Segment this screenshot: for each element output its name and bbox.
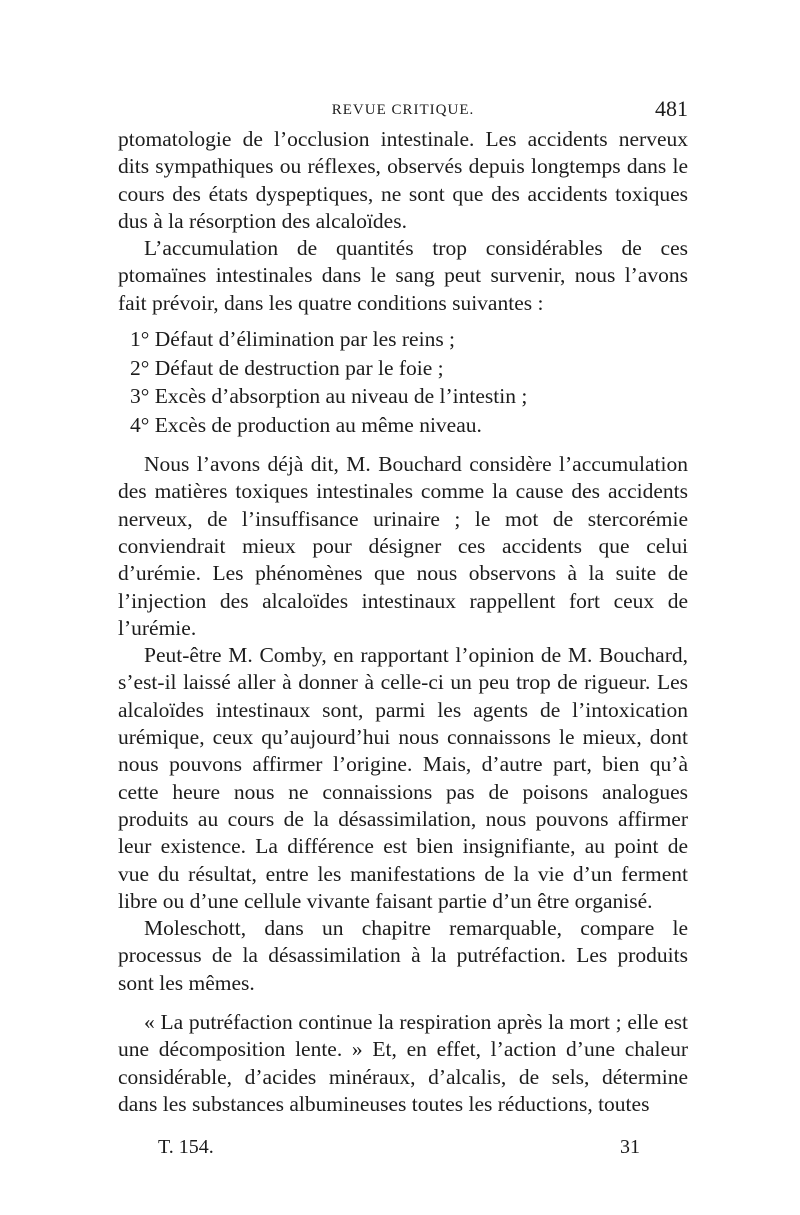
- list-item: 3° Excès d’absorption au niveau de l’intestin ;: [130, 384, 528, 409]
- conditions-list: [118, 325, 688, 439]
- running-head: REVUE CRITIQUE.: [331, 102, 475, 118]
- page-footer: [118, 1136, 688, 1166]
- paragraph: L’accumulation de quantités trop considérables de ces ptomaïnes intestinales dans le sang peut survenir, nous l’avons fait prévoir, dans les quatre conditions suivantes :: [118, 236, 688, 315]
- page-number: 481: [655, 96, 688, 121]
- paragraph: ptomatologie de l’occlusion intestinale. Les accidents nerveux dits sympathiques ou réflexes, observés depuis longtemps dans le cours des états dyspeptiques, ne sont que des accidents toxiques dus à la résorption des alcaloïdes.: [118, 127, 688, 233]
- list-item: 4° Excès de production au même niveau.: [130, 412, 482, 437]
- list-item: 2° Défaut de destruction par le foie ;: [130, 355, 444, 380]
- paragraph: Peut-être M. Comby, en rapportant l’opinion de M. Bouchard, s’est-il laissé aller à donner à celle-ci un peu trop de rigueur. Les alcaloïdes intestinaux sont, parmi les agents de l’intoxication urémique, ceux qu’aujourd’hui nous connaissons le mieux, dont nous pouvons affirmer l’origine. Mais, d’autre part, bien qu’à cette heure nous ne connaissions pas de poisons analogues produits au cours de la désassimilation, nous pouvons affirmer leur existence. La différence est bien insignifiante, au point de vue du résultat, entre les manifestations de la vie d’un ferment libre ou d’une cellule vivante faisant partie d’un être organisé.: [118, 643, 688, 913]
- volume-mark: T. 154.: [158, 1136, 214, 1158]
- paragraph: Moleschott, dans un chapitre remarquable, compare le processus de la désassimilation à la putréfaction. Les produits sont les mêmes.: [118, 916, 688, 995]
- signature-mark: 31: [620, 1136, 640, 1158]
- paragraph: « La putréfaction continue la respiration après la mort ; elle est une décomposition lente. » Et, en effet, l’action d’une chaleur considérable, d’acides minéraux, d’alcalis, de sels, détermine dans les substances albumineuses toutes les réductions, toutes: [118, 1010, 688, 1116]
- page-header: [118, 96, 688, 126]
- body-text: [118, 126, 688, 1118]
- list-item: 1° Défaut d’élimination par les reins ;: [130, 327, 456, 352]
- paragraph: Nous l’avons déjà dit, M. Bouchard considère l’accumulation des matières toxiques intestinales comme la cause des accidents nerveux, de l’insuffisance urinaire ; le mot de stercorémie conviendrait mieux pour désigner ces accidents que celui d’urémie. Les phénomènes que nous observons à la suite de l’injection des alcaloïdes intestinaux rappellent fort ceux de l’urémie.: [118, 452, 688, 640]
